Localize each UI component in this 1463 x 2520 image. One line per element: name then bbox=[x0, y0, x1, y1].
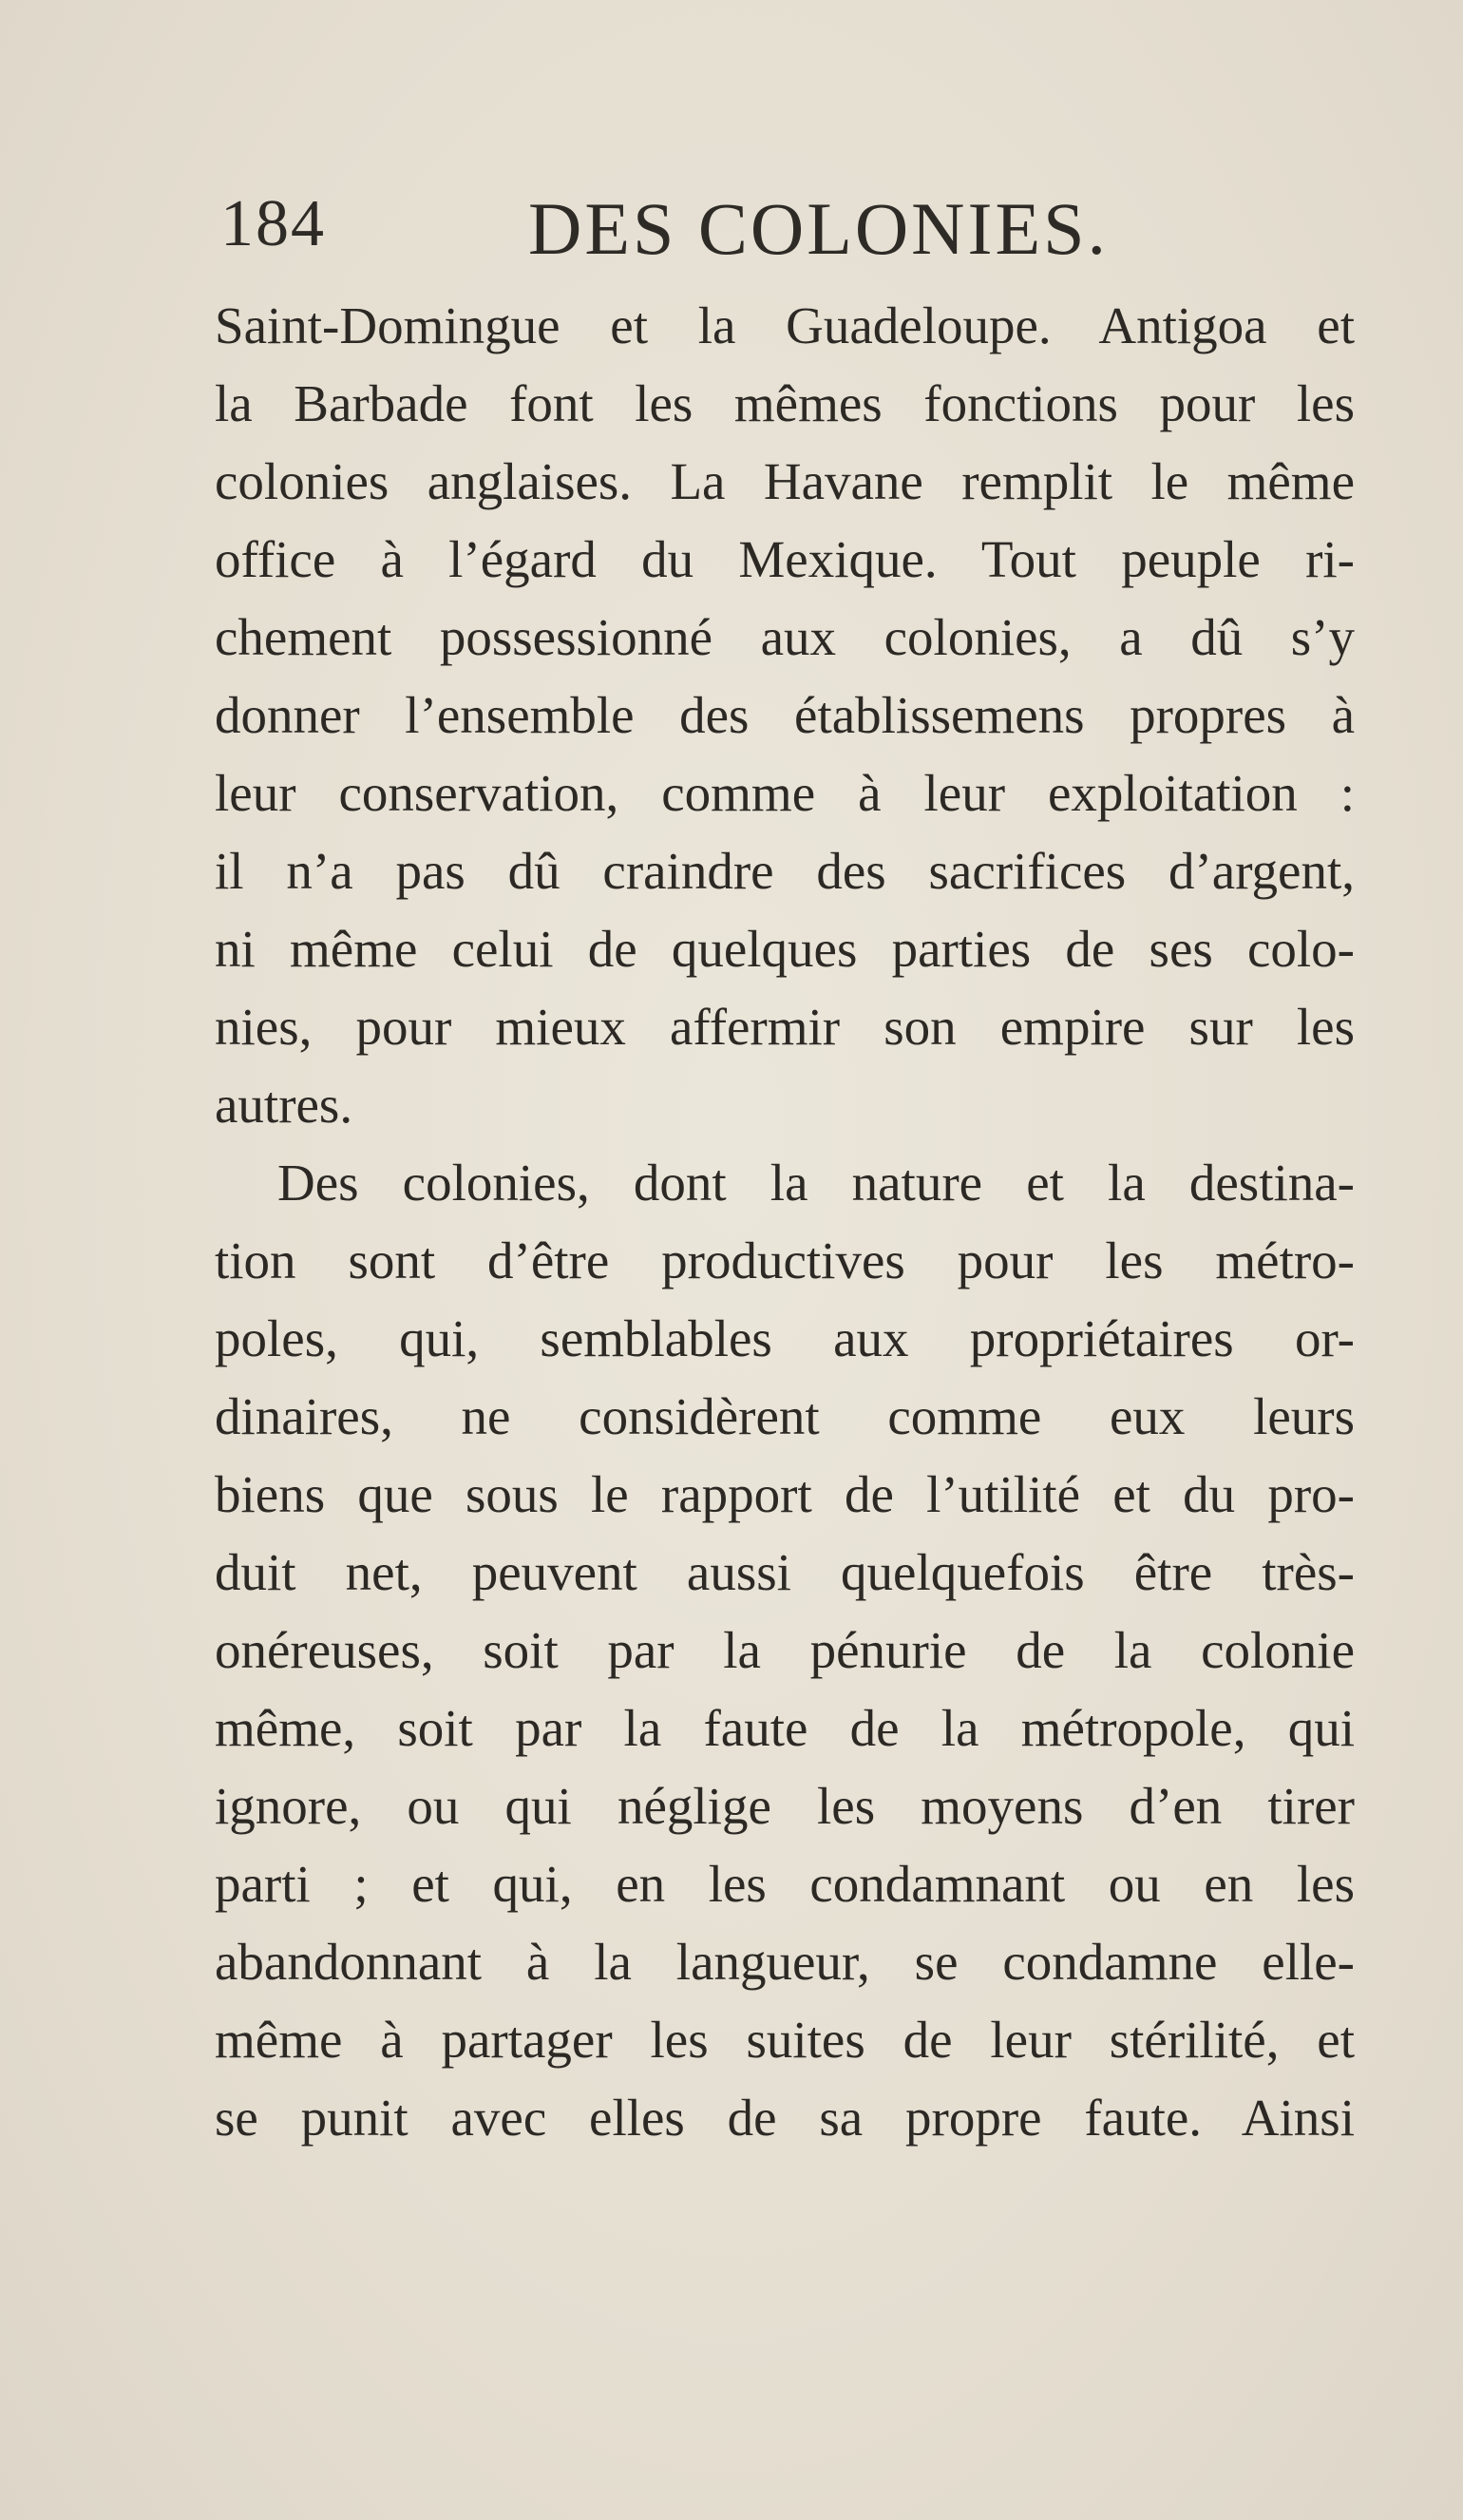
text-line: duit net, peuvent aussi quelquefois être très- bbox=[215, 1543, 1355, 1601]
text-line: abandonnant à la langueur, se condamne elle- bbox=[215, 1933, 1355, 1991]
page-number: 184 bbox=[220, 187, 326, 260]
text-line: dinaires, ne considèrent comme eux leurs bbox=[215, 1387, 1355, 1445]
text-line: biens que sous le rapport de l’utilité et du pro- bbox=[215, 1465, 1355, 1523]
text-line: leur conservation, comme à leur exploitation : bbox=[215, 764, 1355, 822]
text-line: ni même celui de quelques parties de ses colo- bbox=[215, 920, 1355, 978]
text-line: parti ; et qui, en les condamnant ou en les bbox=[215, 1855, 1355, 1913]
text-line-paragraph-start: Des colonies, dont la nature et la destina- bbox=[277, 1154, 1355, 1212]
text-line: se punit avec elles de sa propre faute. Ainsi bbox=[215, 2089, 1355, 2147]
text-line: donner l’ensemble des établissemens propres à bbox=[215, 686, 1355, 744]
text-line: office à l’égard du Mexique. Tout peuple ri- bbox=[215, 530, 1355, 588]
text-line: ignore, ou qui néglige les moyens d’en tirer bbox=[215, 1777, 1355, 1835]
page-header bbox=[220, 186, 1265, 272]
text-line: Saint-Domingue et la Guadeloupe. Antigoa et bbox=[215, 296, 1355, 354]
text-line: onéreuses, soit par la pénurie de la colonie bbox=[215, 1621, 1355, 1679]
text-line: chement possessionné aux colonies, a dû s’y bbox=[215, 608, 1355, 666]
text-line: tion sont d’être productives pour les métro- bbox=[215, 1231, 1355, 1289]
body-text bbox=[215, 287, 1355, 2157]
text-line: colonies anglaises. La Havane remplit le même bbox=[215, 452, 1355, 510]
text-line: poles, qui, semblables aux propriétaires or- bbox=[215, 1309, 1355, 1367]
text-line: même, soit par la faute de la métropole, qui bbox=[215, 1699, 1355, 1757]
text-line: nies, pour mieux affermir son empire sur les bbox=[215, 998, 1355, 1056]
text-line: il n’a pas dû craindre des sacrifices d’argent, bbox=[215, 842, 1355, 900]
text-line-paragraph-end: autres. bbox=[215, 1076, 353, 1134]
text-line: la Barbade font les mêmes fonctions pour les bbox=[215, 374, 1355, 432]
running-head: DES COLONIES. bbox=[528, 187, 1110, 270]
text-line: même à partager les suites de leur stérilité, et bbox=[215, 2011, 1355, 2069]
